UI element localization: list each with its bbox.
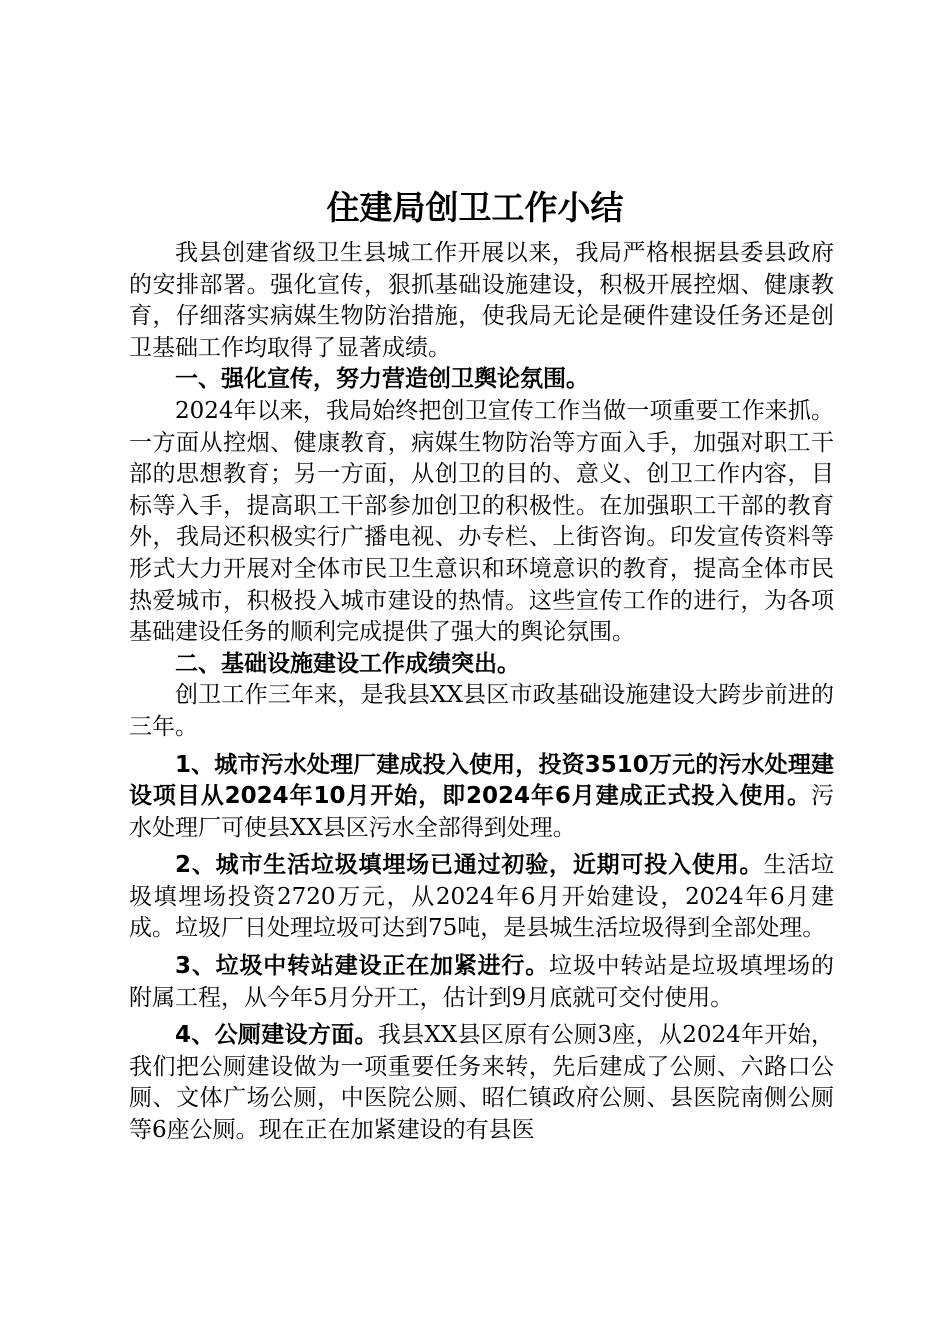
item-2-paragraph [129,850,834,945]
item-1-text: 污水处理厂可使县XX县区污水全部得到处理。 [129,783,834,841]
section-1-paragraph: 2024年以来，我局始终把创卫宣传工作当做一项重要工作来抓。一方面从控烟、健康教育，病媒生物防治等方面入手，加强对职工干部的思想教育；另一方面，从创卫的目的、意义、创卫工作内容，目标等入手，提高职工干部参加创卫的积极性。在加强职工干部的教育外，我局还积极实行广播电视、办专栏、上街咨询。印发宣传资料等形式大力开展对全体市民卫生意识和环境意识的教育，提高全体市民热爱城市，积极投入城市建设的热情。这些宣传工作的进行，为各项基础建设任务的顺利完成提供了强大的舆论氛围。 [129,397,834,646]
item-1-paragraph [129,750,834,845]
item-2-text: 生活垃圾填埋场投资2720万元，从2024年6月开始建设，2024年6月建成。垃圾厂日处理垃圾可达到75吨，是县城生活垃圾得到全部处理。 [129,852,834,942]
item-3-paragraph [129,951,834,1014]
item-4-paragraph [129,1020,834,1146]
intro-paragraph: 我县创建省级卫生县城工作开展以来，我局严格根据县委县政府的安排部署。强化宣传，狠抓基础设施建设，积极开展控烟、健康教育，仔细落实病媒生物防治措施，使我局无论是硬件建设任务还是创卫基础工作均取得了显著成绩。 [129,240,834,361]
document-body [129,238,834,1147]
item-2-lead: 2、城市生活垃圾填埋场已通过初验，近期可投入使用。 [175,852,764,879]
section-1-heading: 一、强化宣传，努力营造创卫舆论氛围。 [175,366,589,393]
item-4-lead: 4、公厕建设方面。 [175,1022,378,1049]
section-2-paragraph: 创卫工作三年来，是我县XX县区市政基础设施建设大跨步前进的三年。 [129,682,834,740]
item-4-text: 我县XX县区原有公厕3座，从2024年开始，我们把公厕建设做为一项重要任务来转，先后建成了公厕、六路口公厕、文体广场公厕，中医院公厕、昭仁镇政府公厕、县医院南侧公厕等6座公厕。现在正在加紧建设的有县医 [129,1022,834,1144]
item-1-lead: 1、城市污水处理厂建成投入使用，投资3510万元的污水处理建设项目从2024年10月开始，即2024年6月建成正式投入使用。 [129,751,834,810]
document-title: 住建局创卫工作小结 [326,188,624,227]
section-2-heading: 二、基础设施建设工作成绩突出。 [175,650,520,677]
item-3-lead: 3、垃圾中转站建设正在加紧进行。 [175,953,550,980]
item-3-text: 垃圾中转站是垃圾填埋场的附属工程，从今年5月分开工，估计到9月底就可交付使用。 [129,953,834,1011]
